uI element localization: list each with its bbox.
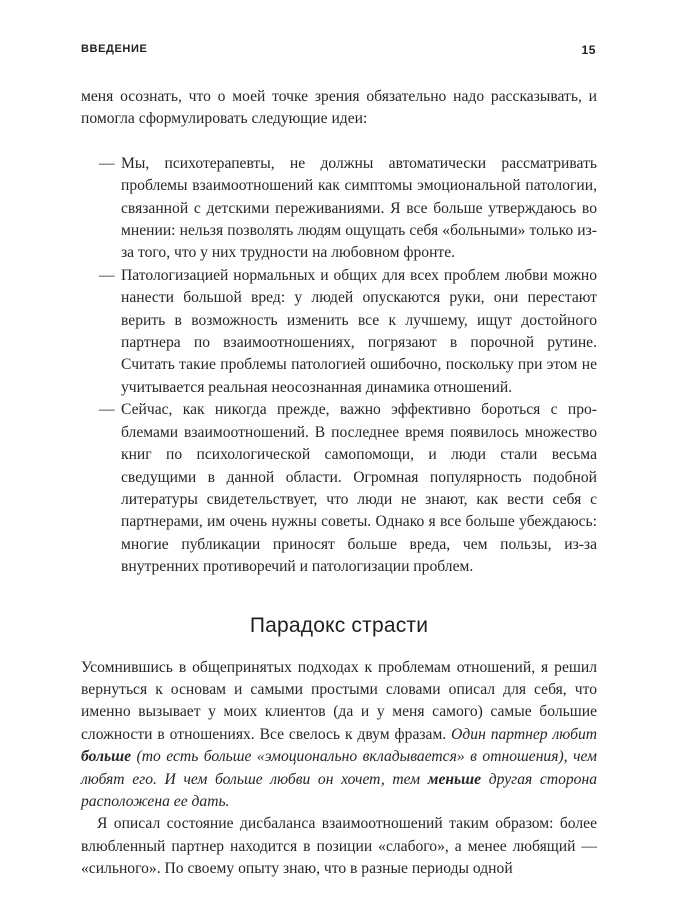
page-body: [81, 86, 597, 881]
list-item: [81, 399, 597, 578]
dash-marker: —: [99, 266, 115, 284]
page-number: 15: [581, 43, 596, 57]
intro-paragraph: меня осознать, что о моей точке зрения обязательно надо рассказывать, и помогла сформулировать следующие идеи:: [81, 88, 597, 128]
bullet-list: [81, 153, 597, 579]
paragraph: Я описал состояние дисбаланса взаимоотношений таким образом: более влюбленный партнер находится в позиции «слабого», а менее любящий — «сильного». По своему опыту знаю, что в разные периоды одной: [81, 815, 597, 878]
dash-marker: —: [99, 401, 115, 419]
paragraph-text: Усомнившись в общепринятых подходах к проблемам отношений, я решил вернуться к основам и самыми простыми словами описал для себя, что именно вызывает у моих клиентов (да и у меня самого) самые большие сложности в отношениях. Все свелось к двум фразам.: [81, 658, 597, 743]
italic-text: Один партнер любит: [451, 725, 597, 743]
emphasis-text: меньше: [427, 770, 482, 788]
list-item: [81, 265, 597, 399]
list-item-text: Сейчас, как никогда прежде, важно эффективно бороться с проблемами взаимоотношений. В последнее время появилось множество книг по психологической самопомощи, и люди стали весьма сведущими в данной области. Огромная популярность подобной литературы свидетельствует, что люди не знают, как вести себя с партнерами, им очень нужны советы. Однако я все больше убеждаюсь: многие публикации приносят больше вреда, чем пользы, из-за внутренних противоречий и патологизации проблем.: [121, 401, 597, 576]
italic-text: другая сторона расположена ее дать.: [81, 770, 597, 810]
list-item-text: Патологизацией нормальных и общих для всех проблем любви можно нанести большой вред: у людей опускаются руки, они перестают верить в возможность изменить все к лучшему, ищут достойного партнера по взаимоотношениях, погрязают в порочной рутине. Считать такие проблемы патологией ошибочно, поскольку при этом не учитывается реальная неосознанная динамика отношений.: [121, 266, 597, 396]
running-head: [81, 43, 596, 61]
italic-text: (то есть больше «эмоционально вкладывается» в отношения), чем любят его. И чем больше любви он хочет, тем: [81, 748, 597, 788]
list-item-text: Мы, психотерапевты, не должны автоматически рассматривать проблемы взаимоотношений как симптомы эмоциональной патологии, связанной с детскими переживаниями. Я все больше утверждаюсь во мнении: нельзя позволять людям ощущать себя «больными» только из-за того, что у них трудности на любовном фронте.: [121, 154, 597, 262]
paragraph: [81, 657, 597, 814]
section-heading: Парадокс страсти: [249, 613, 429, 637]
running-head-section: ВВЕДЕНИЕ: [81, 43, 148, 55]
list-item: [81, 153, 597, 265]
dash-marker: —: [99, 154, 115, 172]
emphasis-text: больше: [81, 748, 132, 766]
